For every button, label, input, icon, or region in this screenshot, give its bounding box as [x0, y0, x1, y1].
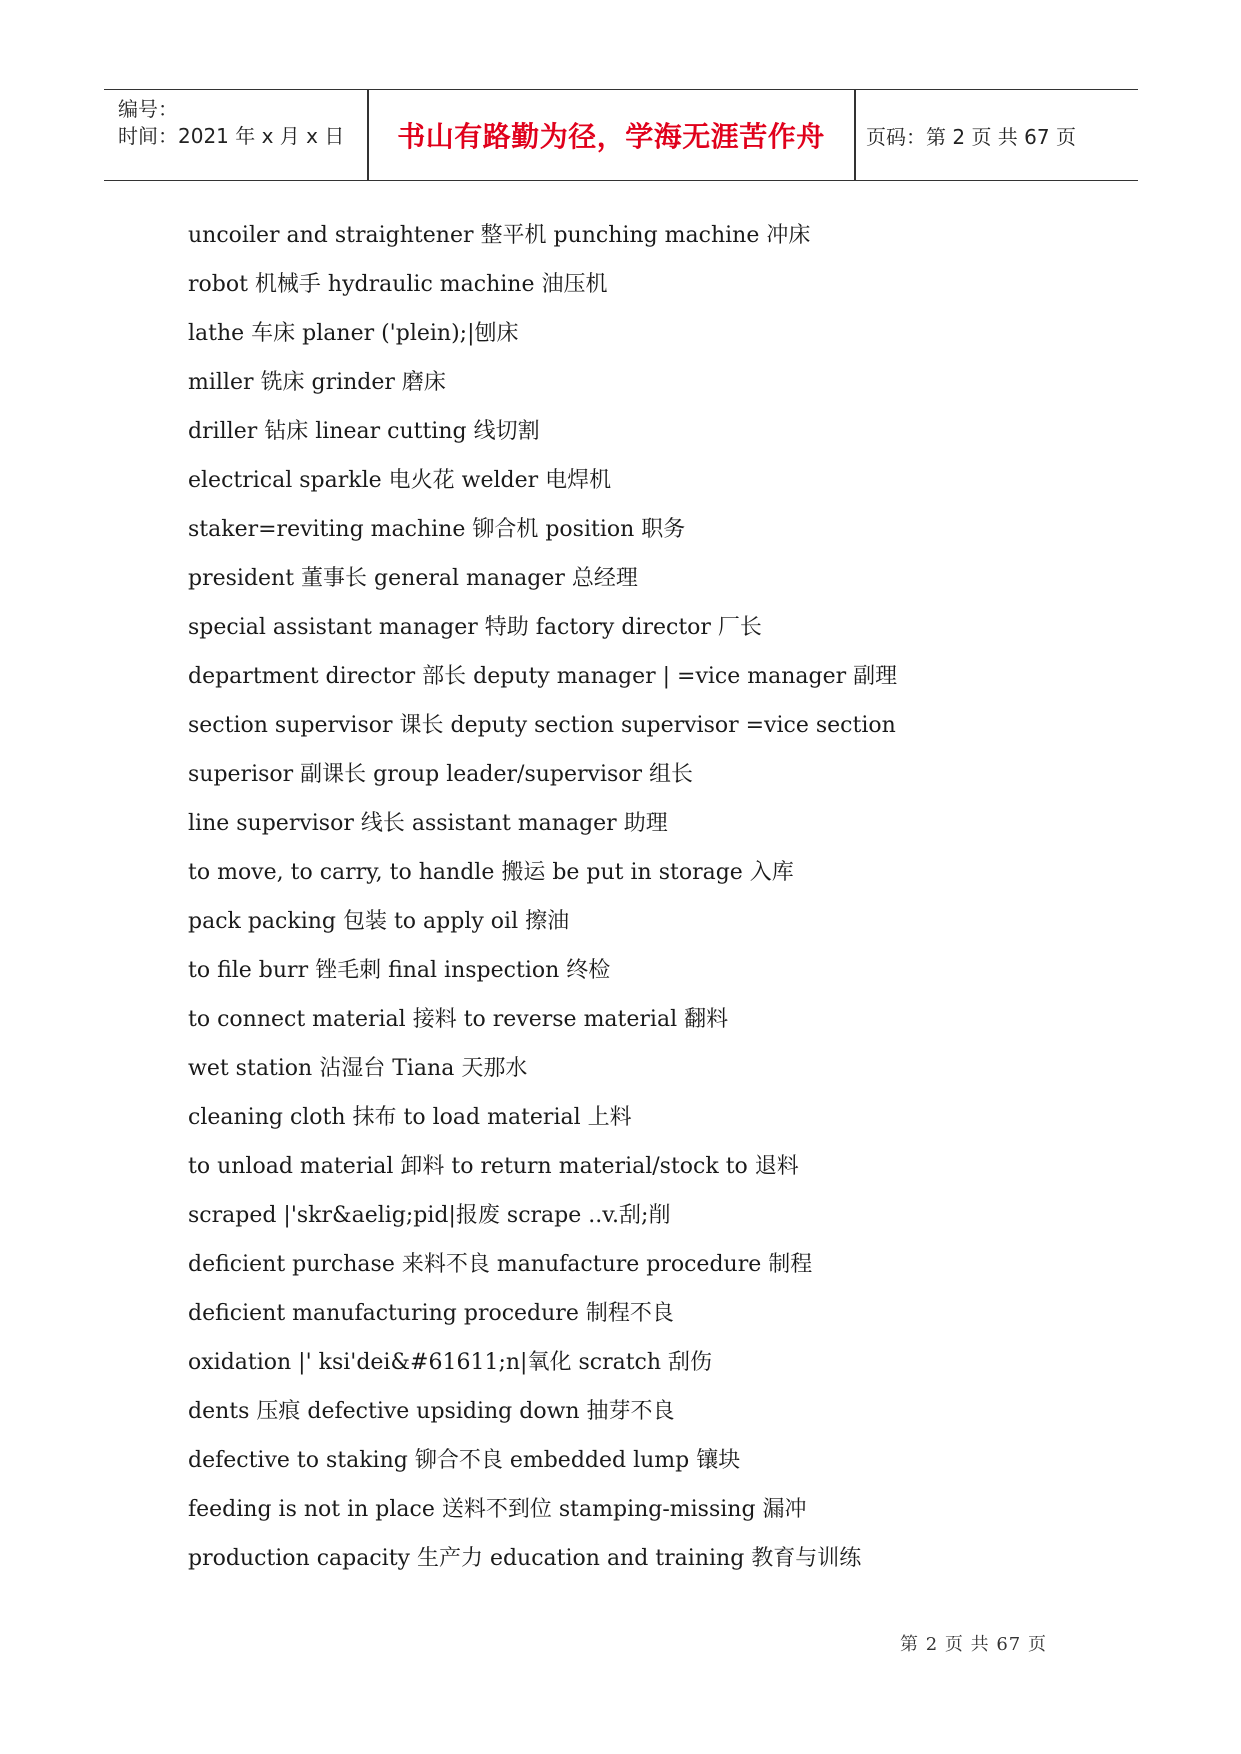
- header-motto: 书山有路勤为径，学海无涯苦作舟: [397, 120, 825, 153]
- header-divider: [854, 90, 856, 180]
- vocab-line: defective to staking 铆合不良 embedded lump 镶块: [188, 1448, 741, 1473]
- vocab-line: cleaning cloth 抹布 to load material 上料: [188, 1105, 632, 1130]
- vocab-line: lathe 车床 planer ('plein);|刨床: [188, 321, 519, 346]
- vocab-line: driller 钻床 linear cutting 线切割: [188, 419, 540, 444]
- vocab-line: president 董事长 general manager 总经理: [188, 566, 638, 591]
- page-header: [104, 89, 1138, 181]
- header-meta: [104, 90, 367, 180]
- vocab-line: section supervisor 课长 deputy section supervisor =vice section: [188, 713, 896, 738]
- vocab-line: miller 铣床 grinder 磨床: [188, 370, 446, 395]
- page-footer: 第 2 页 共 67 页: [900, 1634, 1047, 1655]
- vocab-line: robot 机械手 hydraulic machine 油压机: [188, 272, 608, 297]
- vocab-line: department director 部长 deputy manager | =vice manager 副理: [188, 664, 898, 689]
- vocab-line: deficient purchase 来料不良 manufacture procedure 制程: [188, 1252, 813, 1277]
- vocab-line: to unload material 卸料 to return material/stock to 退料: [188, 1154, 799, 1179]
- vocab-line: special assistant manager 特助 factory director 厂长: [188, 615, 762, 640]
- vocab-line: to file burr 锉毛刺 final inspection 终检: [188, 958, 611, 983]
- vocab-line: scraped |'skr&aelig;pid|报废 scrape ..v.刮;削: [188, 1203, 671, 1228]
- vocabulary-list: [188, 216, 1088, 1588]
- vocab-line: line supervisor 线长 assistant manager 助理: [188, 811, 668, 836]
- header-page-info: 页码：第 2 页 共 67 页: [866, 124, 1076, 149]
- vocab-line: wet station 沾湿台 Tiana 天那水: [188, 1056, 528, 1081]
- vocab-line: pack packing 包装 to apply oil 擦油: [188, 909, 570, 934]
- vocab-line: production capacity 生产力 education and training 教育与训练: [188, 1546, 862, 1571]
- vocab-line: deficient manufacturing procedure 制程不良: [188, 1301, 674, 1326]
- vocab-line: to move, to carry, to handle 搬运 be put in storage 入库: [188, 860, 794, 885]
- vocab-line: to connect material 接料 to reverse material 翻料: [188, 1007, 729, 1032]
- vocab-line: electrical sparkle 电火花 welder 电焊机: [188, 468, 612, 493]
- serial-number-label: 编号：: [118, 97, 178, 121]
- vocab-line: feeding is not in place 送料不到位 stamping-missing 漏冲: [188, 1497, 807, 1522]
- vocab-line: superisor 副课长 group leader/supervisor 组长: [188, 762, 694, 787]
- vocab-line: dents 压痕 defective upsiding down 抽芽不良: [188, 1399, 675, 1424]
- date-label: 时间：2021 年 x 月 x 日: [118, 124, 345, 148]
- vocab-line: staker=reviting machine 铆合机 position 职务: [188, 517, 686, 542]
- vocab-line: oxidation |' ksi'dei&#61611;n|氧化 scratch 刮伤: [188, 1350, 713, 1375]
- vocab-line: uncoiler and straightener 整平机 punching machine 冲床: [188, 223, 811, 248]
